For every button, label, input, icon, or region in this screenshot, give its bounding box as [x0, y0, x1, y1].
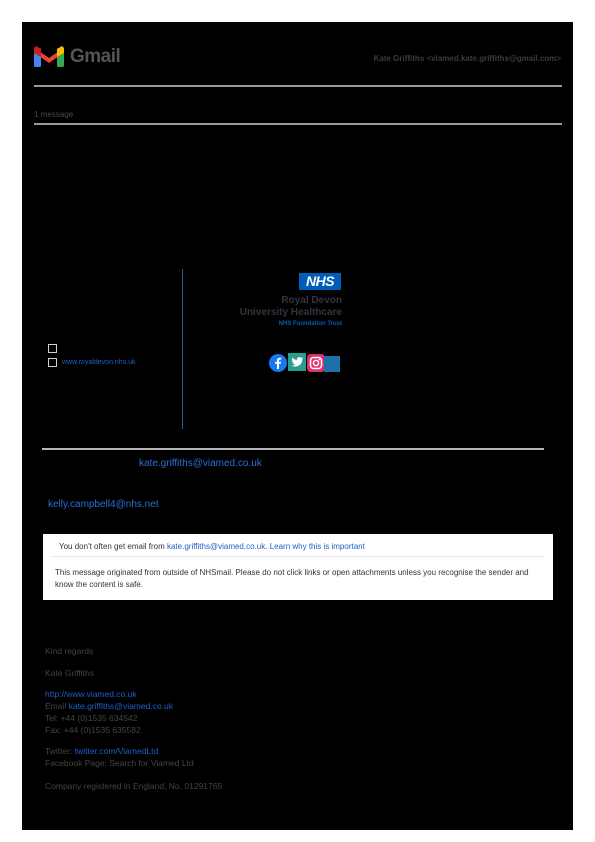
nhs-website-link[interactable]: www.royaldevon.nhs.uk — [62, 359, 136, 366]
recipient-email-link[interactable]: kate.griffiths@viamed.co.uk — [139, 458, 262, 469]
broken-image-icon — [48, 358, 57, 367]
warning-divider — [51, 556, 545, 557]
company-registration: Company registered in England, No. 01291765 — [45, 781, 223, 791]
viamed-email-link[interactable]: kate.griffiths@viamed.co.uk — [68, 701, 174, 711]
external-sender-warning — [43, 534, 553, 600]
learn-why-link[interactable]: Learn why this is important — [269, 542, 365, 551]
org-subtitle: NHS Foundation Trust — [278, 321, 342, 327]
sender-address: Kate Griffiths <viamed.kate.griffiths@gmail.com> — [373, 54, 561, 63]
signature-fax: Fax: +44 (0)1535 635582 — [45, 725, 141, 735]
signature-divider-line — [182, 269, 183, 429]
email-page — [22, 22, 573, 830]
org-name-line-1: Royal Devon — [281, 295, 342, 306]
thread-divider — [34, 123, 562, 125]
warning-line-1: You don't often get email from kate.griffiths@viamed.co.uk. Learn why this is important — [59, 542, 365, 551]
recipient-email-link[interactable]: kelly.campbell4@nhs.net — [48, 499, 159, 510]
viamed-website-link[interactable]: http://www.viamed.co.uk — [45, 689, 137, 699]
header-divider — [34, 85, 562, 87]
signature-name: Kate Griffiths — [45, 668, 94, 678]
gmail-m-icon — [34, 45, 64, 67]
twitter-icon[interactable] — [288, 353, 306, 371]
signature-tel: Tel: +44 (0)1535 634542 — [45, 713, 138, 723]
signature-email: Email kate.griffiths@viamed.co.uk — [45, 701, 174, 711]
gmail-wordmark: Gmail — [70, 46, 121, 67]
linkedin-icon[interactable] — [324, 356, 340, 372]
nhs-logo: NHS — [299, 273, 341, 290]
signature-regards: Kind regards — [45, 646, 94, 656]
signature-website — [45, 689, 137, 699]
gmail-logo[interactable] — [34, 43, 126, 71]
message-count: 1 message — [34, 110, 74, 119]
warning-line-2: This message originated from outside of NHSmail. Please do not click links or open attachments unless you recognise the sender and know the content is safe. — [55, 568, 529, 589]
content-divider — [42, 448, 544, 450]
broken-image-icon — [48, 344, 57, 353]
signature-facebook: Facebook Page: Search for Viamed Ltd — [45, 758, 194, 768]
signature-twitter: Twitter: twitter.com/ViamedLtd — [45, 746, 159, 756]
org-name-line-2: University Healthcare — [239, 307, 342, 318]
facebook-icon[interactable] — [269, 354, 287, 372]
warning-sender-email[interactable]: kate.griffiths@viamed.co.uk — [166, 542, 266, 551]
instagram-icon[interactable] — [307, 354, 325, 372]
twitter-profile-link[interactable]: twitter.com/ViamedLtd — [74, 746, 159, 756]
